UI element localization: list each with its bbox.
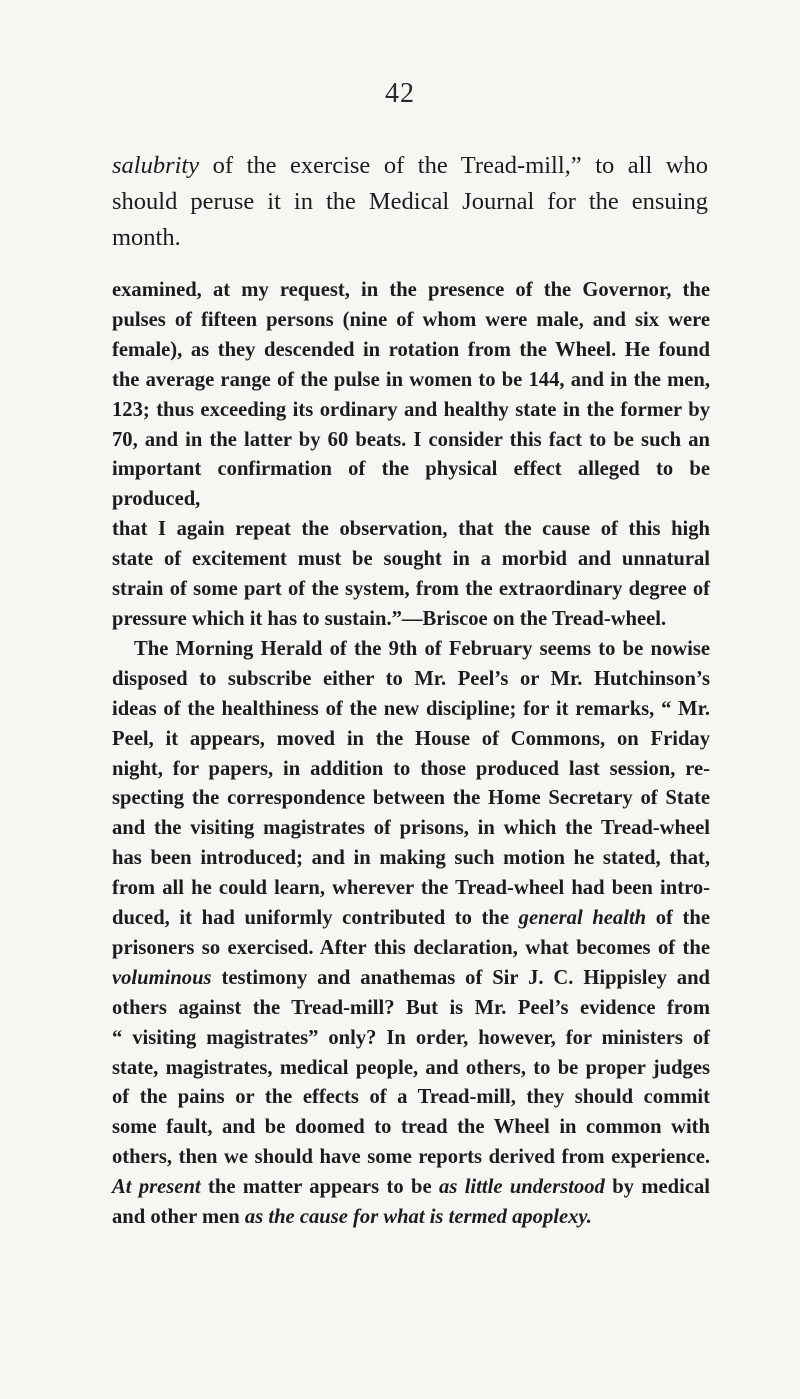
text-line: and the visiting magistrates of prisons, in which the Tread-wheel (112, 817, 710, 840)
text-line: disposed to subscribe either to Mr. Peel’s or Mr. Hutchinson’s (112, 667, 710, 690)
body-text (112, 276, 710, 1233)
text-line: some fault, and be doomed to tread the Wheel in common with (112, 1116, 710, 1139)
text-span: the matter appears to be (200, 1176, 440, 1199)
lead-line (112, 148, 708, 184)
italic-phrase: At present (112, 1176, 201, 1199)
text-line: night, for papers, in addition to those produced last session, re- (112, 757, 710, 780)
text-line: others, then we should have some reports derived from experience. (112, 1146, 710, 1169)
text-line (112, 1203, 710, 1233)
lead-line: month. (112, 224, 181, 251)
text-line (112, 1173, 710, 1203)
text-line: ideas of the healthiness of the new discipline; for it remarks, “ Mr. (112, 697, 710, 720)
text-line: important confirmation of the physical effect alleged to be produced, (112, 458, 710, 511)
text-line: The Morning Herald of the 9th of February seems to be nowise (134, 637, 710, 660)
text-line: that I again repeat the observation, that the cause of this high (112, 518, 710, 541)
text-line: 70, and in the latter by 60 beats. I consider this fact to be such an (112, 428, 710, 451)
italic-phrase: voluminous (112, 966, 212, 989)
lead-line: should peruse it in the Medical Journal for the ensuing (112, 188, 708, 215)
page-number: 42 (385, 78, 415, 109)
text-line (112, 964, 710, 994)
text-line: pulses of fifteen persons (nine of whom were male, and six were (112, 308, 710, 331)
text-line: female), as they descended in rotation from the Wheel. He found (112, 338, 710, 361)
text-line: Peel, it appears, moved in the House of Commons, on Friday (112, 727, 710, 750)
text-line: the average range of the pulse in women to be 144, and in the men, (112, 368, 710, 391)
italic-phrase: general health (518, 907, 647, 930)
text-span: of the (646, 907, 710, 930)
text-line: of the pains or the effects of a Tread-mill, they should commit (112, 1086, 710, 1109)
text-line: state of excitement must be sought in a morbid and unnatural (112, 548, 710, 571)
text-span: duced, it had uniformly contributed to the (112, 907, 519, 930)
text-line (112, 904, 710, 934)
text-span: by medical (604, 1176, 710, 1199)
text-line: others against the Tread-mill? But is Mr. Peel’s evidence from (112, 996, 710, 1019)
text-span: and other men (112, 1206, 245, 1229)
text-line: prisoners so exercised. After this declaration, what becomes of the (112, 936, 710, 959)
text-line: strain of some part of the system, from the extraordinary degree of (112, 578, 710, 601)
text-line: 123; thus exceeding its ordinary and healthy state in the former by (112, 398, 710, 421)
italic-phrase: as the cause for what is termed apoplexy. (244, 1206, 592, 1229)
text-line: “ visiting magistrates” only? In order, however, for ministers of (112, 1026, 710, 1049)
italic-phrase: as little understood (439, 1176, 605, 1199)
text-line: state, magistrates, medical people, and others, to be proper judges (112, 1056, 710, 1079)
lead-line-text: of the exercise of the Tread-mill,” to all who (199, 152, 708, 179)
text-line: has been introduced; and in making such motion he stated, that, (112, 847, 710, 870)
text-line: pressure which it has to sustain.”—Briscoe on the Tread-wheel. (112, 607, 667, 630)
text-span: testimony and anathemas of Sir J. C. Hippisley and (211, 966, 710, 989)
lead-paragraph (112, 148, 708, 256)
text-line: specting the correspondence between the Home Secretary of State (112, 787, 710, 810)
italic-word: salubrity (112, 152, 200, 179)
text-line: examined, at my request, in the presence of the Governor, the (112, 279, 710, 301)
text-line: from all he could learn, wherever the Tread-wheel had been intro- (112, 877, 710, 900)
